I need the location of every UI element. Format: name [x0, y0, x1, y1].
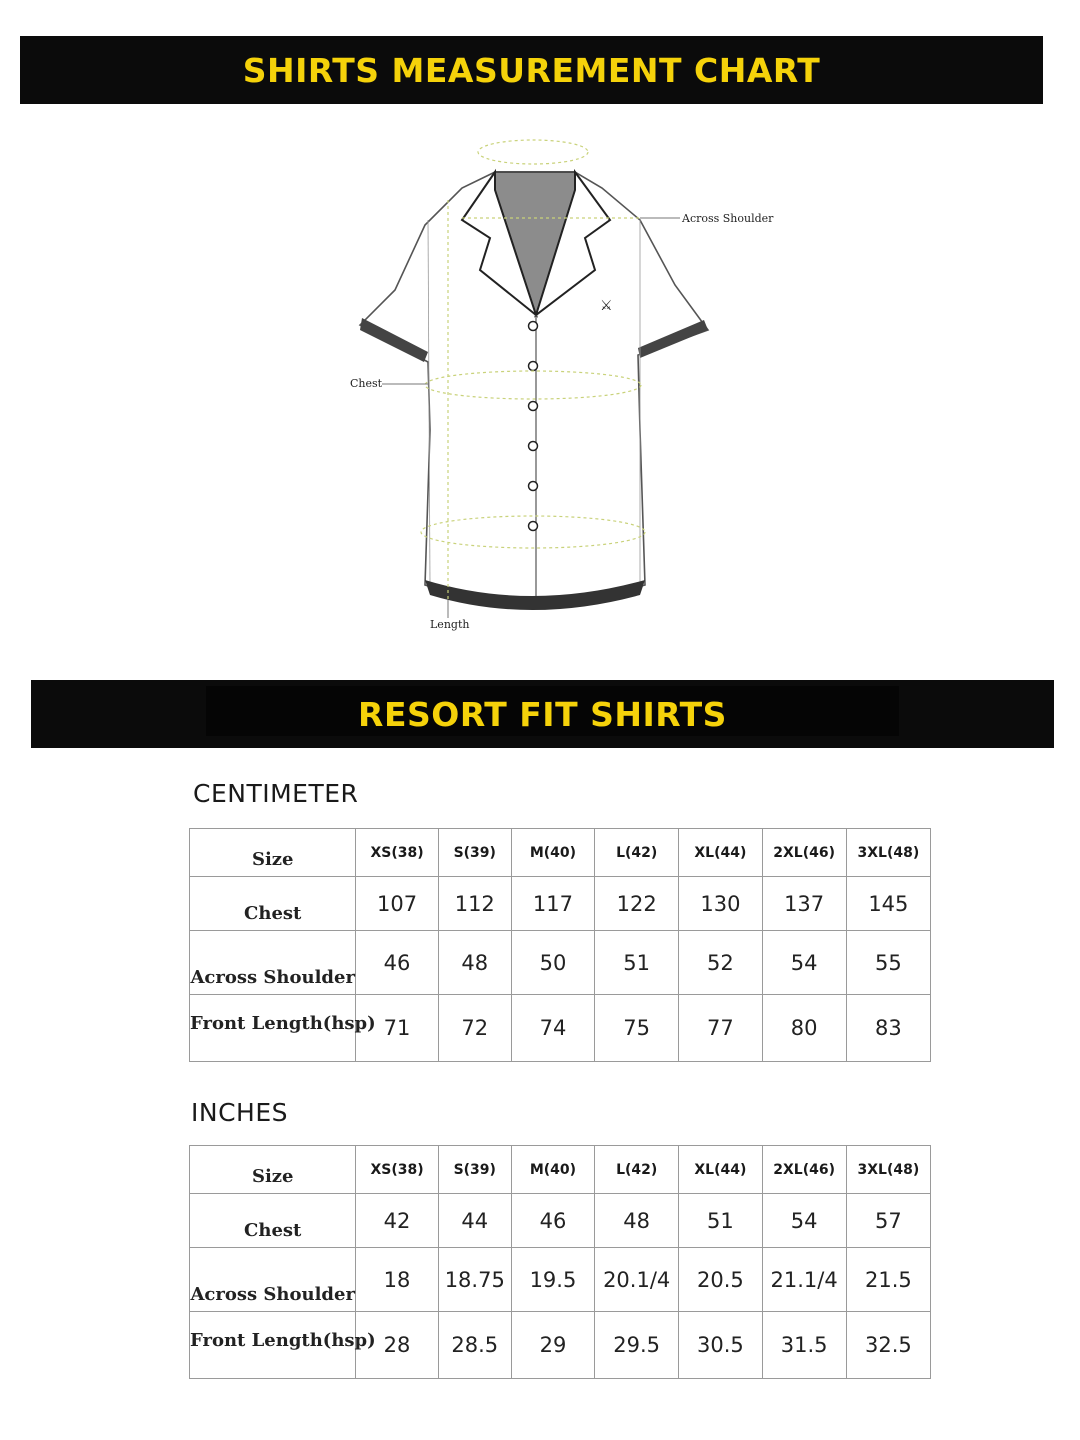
table-cell: 21.5	[846, 1248, 930, 1312]
table-row	[190, 1248, 931, 1312]
header-cell: XL(44)	[679, 1146, 762, 1194]
header-cell: XS(38)	[356, 1146, 438, 1194]
table-cell: 21.1/4	[762, 1248, 846, 1312]
chart-title: SHIRTS MEASUREMENT CHART	[242, 50, 821, 90]
resort-fit-banner	[31, 680, 1054, 748]
header-cell: M(40)	[511, 829, 594, 877]
inches-heading: INCHES	[191, 1098, 288, 1127]
table-cell: 122	[595, 877, 679, 931]
table-cell: 28.5	[438, 1312, 511, 1379]
header-cell: Size	[190, 829, 356, 877]
table-cell: 80	[762, 995, 846, 1062]
table-cell: 29.5	[595, 1312, 679, 1379]
table-row	[190, 877, 931, 931]
table-cell: 83	[846, 995, 930, 1062]
table-cell: 55	[846, 931, 930, 995]
header-cell: XS(38)	[356, 829, 438, 877]
header-cell: S(39)	[438, 1146, 511, 1194]
table-cell: 42	[356, 1194, 438, 1248]
table-row	[190, 931, 931, 995]
chest-label: Chest	[350, 377, 383, 390]
table-cell: 29	[511, 1312, 594, 1379]
table-cell: 77	[679, 995, 762, 1062]
table-cell: 30.5	[679, 1312, 762, 1379]
centimeter-size-table	[189, 828, 931, 1062]
table-cell: 130	[679, 877, 762, 931]
table-cell: 137	[762, 877, 846, 931]
header-cell: 3XL(48)	[846, 1146, 930, 1194]
table-row	[190, 1194, 931, 1248]
table-cell: 57	[846, 1194, 930, 1248]
table-header-row	[190, 829, 931, 877]
header-cell: Size	[190, 1146, 356, 1194]
table-cell: 31.5	[762, 1312, 846, 1379]
table-cell: 54	[762, 931, 846, 995]
table-cell: 19.5	[511, 1248, 594, 1312]
table-cell: 32.5	[846, 1312, 930, 1379]
across-shoulder-label: Across Shoulder	[682, 212, 774, 225]
shirt-diagram	[340, 130, 780, 640]
table-cell: 72	[438, 995, 511, 1062]
length-label: Length	[430, 618, 470, 631]
table-cell: 51	[595, 931, 679, 995]
header-cell: S(39)	[438, 829, 511, 877]
row-label: Chest	[190, 877, 356, 931]
row-label: Across Shoulder	[190, 931, 356, 995]
header-cell: 3XL(48)	[846, 829, 930, 877]
table-header-row	[190, 1146, 931, 1194]
table-cell: 20.5	[679, 1248, 762, 1312]
table-row	[190, 1312, 931, 1379]
shirt-illustration-icon	[340, 130, 780, 640]
table-cell: 75	[595, 995, 679, 1062]
header-cell: M(40)	[511, 1146, 594, 1194]
table-cell: 54	[762, 1194, 846, 1248]
header-cell: L(42)	[595, 1146, 679, 1194]
table-cell: 44	[438, 1194, 511, 1248]
table-cell: 51	[679, 1194, 762, 1248]
table-cell: 50	[511, 931, 594, 995]
header-cell: XL(44)	[679, 829, 762, 877]
row-label: Chest	[190, 1194, 356, 1248]
centimeter-heading: CENTIMETER	[193, 779, 359, 808]
inches-size-table	[189, 1145, 931, 1379]
table-cell: 74	[511, 995, 594, 1062]
table-row	[190, 995, 931, 1062]
resort-fit-title: RESORT FIT SHIRTS	[358, 694, 727, 734]
row-label: Across Shoulder	[190, 1248, 356, 1312]
table-cell: 46	[511, 1194, 594, 1248]
chart-title-banner	[20, 36, 1043, 104]
table-cell: 112	[438, 877, 511, 931]
table-cell: 48	[438, 931, 511, 995]
table-cell: 71	[356, 995, 438, 1062]
table-cell: 18	[356, 1248, 438, 1312]
header-cell: L(42)	[595, 829, 679, 877]
header-cell: 2XL(46)	[762, 829, 846, 877]
row-label: Front Length(hsp)	[190, 1312, 356, 1379]
table-cell: 28	[356, 1312, 438, 1379]
table-cell: 107	[356, 877, 438, 931]
table-cell: 48	[595, 1194, 679, 1248]
table-cell: 18.75	[438, 1248, 511, 1312]
header-cell: 2XL(46)	[762, 1146, 846, 1194]
table-cell: 20.1/4	[595, 1248, 679, 1312]
row-label: Front Length(hsp)	[190, 995, 356, 1062]
table-cell: 145	[846, 877, 930, 931]
svg-text:⚔: ⚔	[600, 298, 613, 314]
table-cell: 52	[679, 931, 762, 995]
table-cell: 46	[356, 931, 438, 995]
table-cell: 117	[511, 877, 594, 931]
